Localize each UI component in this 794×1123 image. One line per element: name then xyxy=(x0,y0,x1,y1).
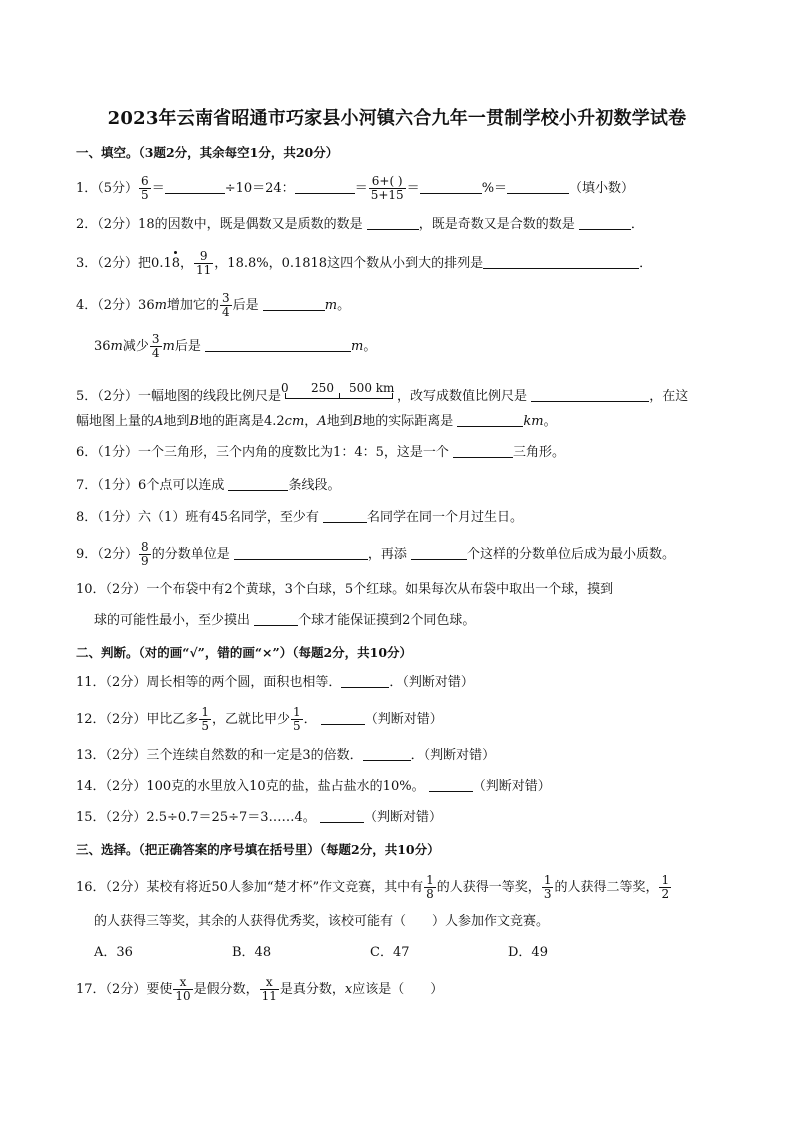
q5-line-scale: 0 250 500 km xyxy=(281,380,397,406)
q16-fraction-1-3: $\frac{1}{3}$ xyxy=(543,873,552,901)
q6-blank[interactable] xyxy=(453,443,513,458)
q3-blank[interactable] xyxy=(483,254,639,269)
question-2: 2．（2分）18的因数中，既是偶数又是质数的数是 ，既是奇数又是合数的数是 ． xyxy=(76,217,644,232)
q1-blank-1[interactable] xyxy=(165,179,225,194)
q16-option-c[interactable]: C．47 xyxy=(370,945,410,960)
question-8: 8．（1分）六（1）班有45名同学，至少有 名同学在同一个月过生日。 xyxy=(76,510,524,525)
q2-blank-2[interactable] xyxy=(579,215,631,230)
q5-blank-1[interactable] xyxy=(531,387,649,402)
q1-fraction-blank: $\frac{6+( )}{5+15}$ xyxy=(370,174,404,202)
q12-blank[interactable] xyxy=(321,710,365,725)
question-3: 3．（2分）把0.18， $\frac{9}{11}$ ，18.8%，0.1818这四个数从小到大的排列是 ． xyxy=(76,249,653,277)
question-16: 16．（2分）某校有将近50人参加“楚才杯”作文竞赛，其中有 $\frac{1}{8}$ 的人获得一等奖， $\frac{1}{3}$ 的人获得二等奖， $\frac{1}{2}$ xyxy=(76,873,670,901)
q16-fraction-1-2: $\frac{1}{2}$ xyxy=(661,873,670,901)
q16-option-b[interactable]: B．48 xyxy=(232,945,272,960)
q2-blank-1[interactable] xyxy=(367,215,419,230)
q1-blank-4[interactable] xyxy=(507,179,569,194)
q17-fraction-x-11: $\frac{x}{11}$ xyxy=(261,975,277,1003)
q1-blank-3[interactable] xyxy=(420,179,482,194)
section-choice-header: 三、选择。（把正确答案的序号填在括号里）（每题2分，共10分） xyxy=(76,842,440,857)
q17-fraction-x-10: $\frac{x}{10}$ xyxy=(175,975,191,1003)
q9-blank-1[interactable] xyxy=(234,545,368,560)
q1-fraction-6-5: $\frac{6}{5}$ xyxy=(141,174,149,202)
question-6: 6．（1分）一个三角形，三个内角的度数比为1：4：5，这是一个 三角形。 xyxy=(76,445,566,460)
q9-blank-2[interactable] xyxy=(411,545,467,560)
section-judgment-header: 二、判断。（对的画“√”，错的画“×”）（每题2分，共10分） xyxy=(76,645,413,660)
question-11: 11．（2分）周长相等的两个圆，面积也相等． ．（判断对错） xyxy=(76,675,474,690)
q3-fraction-9-11: $\frac{9}{11}$ xyxy=(196,249,212,277)
q8-blank[interactable] xyxy=(323,508,367,523)
section-fill-in-header: 一、填空。（3题2分，其余每空1分，共20分） xyxy=(76,145,339,160)
question-17: 17．（2分）要使 $\frac{x}{10}$ 是假分数， $\frac{x}{11}$ 是真分数，x应该是（ ） xyxy=(76,975,444,1003)
q16-option-a[interactable]: A．36 xyxy=(94,945,133,960)
q11-blank[interactable] xyxy=(341,673,389,688)
q9-fraction-8-9: $\frac{8}{9}$ xyxy=(141,540,149,568)
question-4-part-2: 36m减少 $\frac{3}{4}$ m后是 m。 xyxy=(94,332,377,360)
question-15: 15．（2分）2.5÷0.7＝25÷7＝3……4。 （判断对错） xyxy=(76,810,442,825)
question-1: 1．（5分） $\frac{6}{5}$ ＝ ÷10＝24： ＝ $\frac{6+( )}{5+15}$ ＝ %＝ （填小数） xyxy=(76,174,635,202)
q15-blank[interactable] xyxy=(320,808,364,823)
q16-fraction-1-8: $\frac{1}{8}$ xyxy=(426,873,434,901)
q4-blank-1[interactable] xyxy=(263,296,325,311)
question-13: 13．（2分）三个连续自然数的和一定是3的倍数． ．（判断对错） xyxy=(76,748,496,763)
question-7: 7．（1分）6个点可以连成 条线段。 xyxy=(76,478,341,493)
q7-blank[interactable] xyxy=(228,476,288,491)
question-4: 4．（2分）36m增加它的 $\frac{3}{4}$ 后是 m。 xyxy=(76,291,351,319)
q4-blank-2[interactable] xyxy=(205,337,351,352)
q12-fraction-1-5: $\frac{1}{5}$ xyxy=(201,705,209,733)
question-9: 9．（2分） $\frac{8}{9}$ 的分数单位是 ，再添 个这样的分数单位后成为最小质数。 xyxy=(76,540,676,568)
question-10-line-2: 球的可能性最小，至少摸出 个球才能保证摸到2个同色球。 xyxy=(94,613,476,628)
q3-repeating-digit: 8 xyxy=(172,254,180,274)
question-16-line-2: 的人获得三等奖，其余的人获得优秀奖，该校可能有（ ）人参加作文竞赛。 xyxy=(94,914,550,929)
q13-blank[interactable] xyxy=(363,746,411,761)
question-10: 10．（2分）一个布袋中有2个黄球，3个白球，5个红球。如果每次从布袋中取出一个球，摸到 xyxy=(76,582,614,597)
q14-blank[interactable] xyxy=(429,777,473,792)
q16-option-d[interactable]: D．49 xyxy=(508,945,548,960)
question-16-options xyxy=(94,943,744,963)
question-5-line-2: 幅地图上量的A地到B地的距离是4.2cm，A地到B地的实际距离是 km。 xyxy=(76,414,557,429)
q10-blank[interactable] xyxy=(254,611,298,626)
q4-fraction-3-4: $\frac{3}{4}$ xyxy=(221,291,230,319)
question-12: 12．（2分）甲比乙多 $\frac{1}{5}$ ，乙就比甲少 $\frac{1}{5}$ ． （判断对错） xyxy=(76,705,443,733)
question-5: 5．（2分）一幅地图的线段比例尺是 0 250 500 km ，改写成数值比例尺是 ，在这 xyxy=(76,381,689,404)
q5-blank-2[interactable] xyxy=(457,412,523,427)
q1-blank-2[interactable] xyxy=(295,179,355,194)
q1-number: 1．（5分） xyxy=(76,181,139,196)
q12-fraction-1-5-b: $\frac{1}{5}$ xyxy=(292,705,301,733)
exam-title: 2023年云南省昭通市巧家县小河镇六合九年一贯制学校小升初数学试卷 xyxy=(107,108,687,129)
q4-fraction-3-4-b: $\frac{3}{4}$ xyxy=(151,332,160,360)
question-14: 14．（2分）100克的水里放入10克的盐，盐占盐水的10%。 （判断对错） xyxy=(76,779,551,794)
